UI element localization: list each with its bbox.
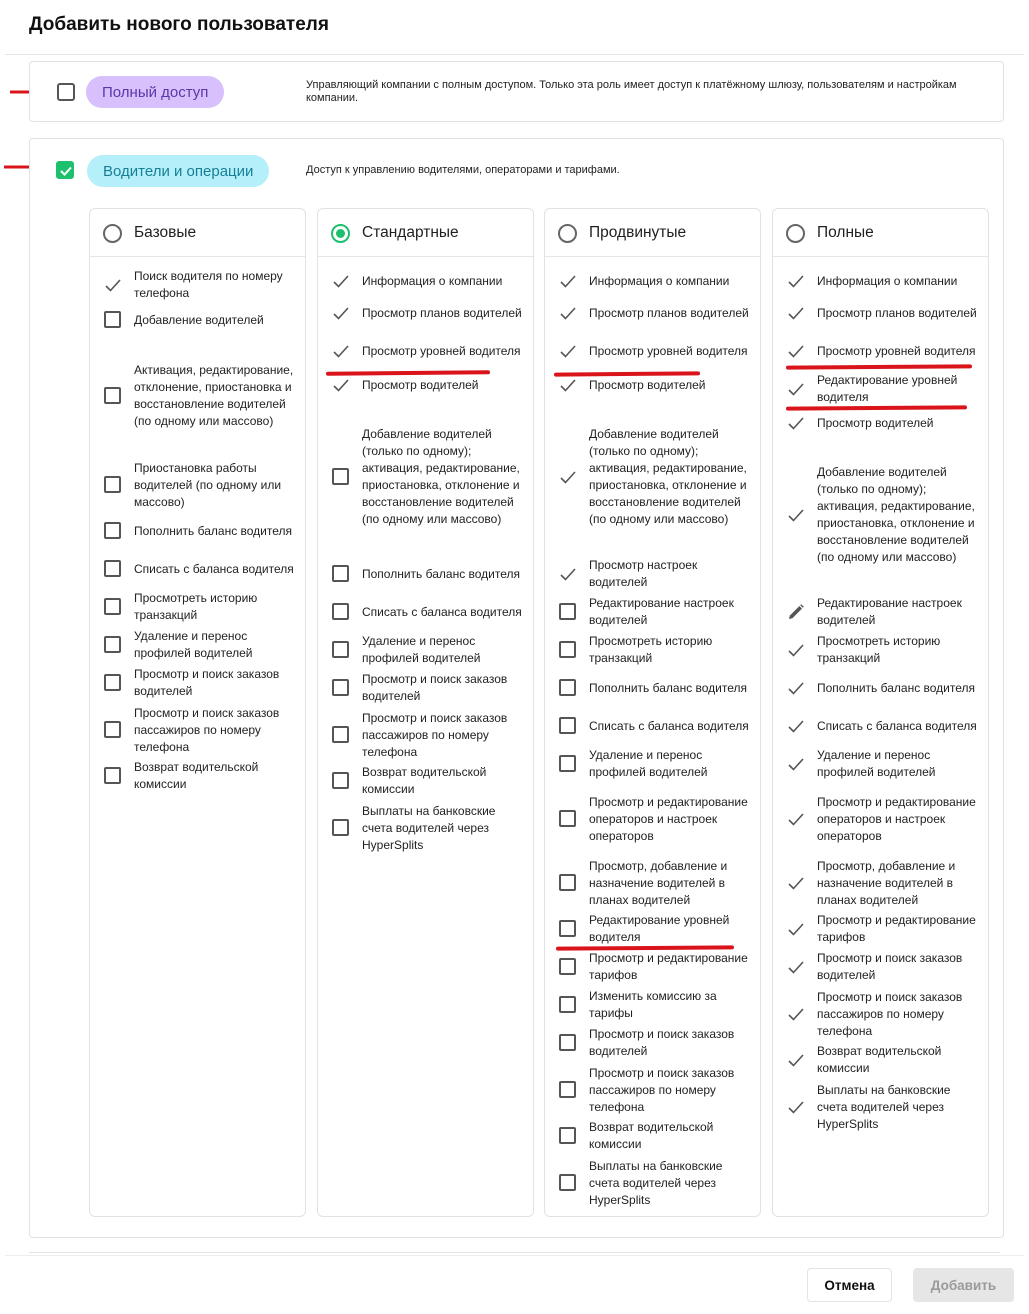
permission-check-mark <box>787 1098 805 1116</box>
cancel-button[interactable]: Отмена <box>807 1268 892 1302</box>
permission-label: Списать с баланса водителя <box>362 604 522 619</box>
checkmark-icon <box>559 304 577 322</box>
permission-item <box>787 1082 984 1133</box>
permission-check-mark <box>787 506 805 524</box>
permission-label: Просмотр и поиск заказов водителей <box>362 672 508 703</box>
permission-check-mark <box>559 376 577 394</box>
checkmark-icon <box>787 641 805 659</box>
permission-label: Добавление водителей (только по одному); активация, редактирование, приостановка, отклонение и восстановление водителей (по одному или массово) <box>589 427 747 526</box>
checkmark-icon <box>787 506 805 524</box>
content-divider <box>29 1252 1000 1253</box>
checkbox-icon[interactable] <box>559 1174 576 1191</box>
permission-check-mark <box>332 272 350 290</box>
checkmark-icon <box>787 414 805 432</box>
permission-item <box>559 426 756 528</box>
permission-item[interactable] <box>104 522 301 540</box>
checkmark-icon <box>787 874 805 892</box>
permission-item[interactable] <box>559 912 756 946</box>
checkbox-icon[interactable] <box>559 641 576 658</box>
permission-label: Редактирование настроек водителей <box>817 596 962 627</box>
checkmark-icon <box>559 565 577 583</box>
permission-item[interactable] <box>559 1119 756 1153</box>
permission-item[interactable] <box>332 565 529 583</box>
permission-item[interactable] <box>332 603 529 621</box>
permission-label: Просмотр и поиск заказов пассажиров по номеру телефона <box>589 1065 735 1114</box>
permission-item[interactable] <box>559 1026 756 1060</box>
radio-full[interactable] <box>786 224 805 243</box>
permission-checkbox[interactable] <box>104 560 122 578</box>
checkmark-icon <box>787 810 805 828</box>
permission-checkbox[interactable] <box>559 1127 577 1145</box>
permission-item[interactable] <box>104 759 301 793</box>
permission-item[interactable] <box>104 705 301 756</box>
permission-item[interactable] <box>559 950 756 984</box>
checkmark-icon <box>787 1098 805 1116</box>
permission-label: Просмотреть историю транзакций <box>134 591 258 622</box>
checkbox-icon[interactable] <box>559 603 576 620</box>
checkmark-icon <box>787 717 805 735</box>
checkbox-icon[interactable] <box>559 1034 576 1051</box>
permission-checkbox[interactable] <box>332 726 350 744</box>
checkmark-icon <box>59 164 73 178</box>
permission-checkbox[interactable] <box>104 767 122 785</box>
permission-checkbox[interactable] <box>559 958 577 976</box>
permission-item <box>787 464 984 566</box>
permission-label: Выплаты на банковские счета водителей через HyperSplits <box>589 1158 723 1207</box>
permission-checkbox[interactable] <box>332 565 350 583</box>
permission-label: Просмотр и редактирование операторов и настроек операторов <box>589 794 748 843</box>
radio-basic[interactable] <box>103 224 122 243</box>
permission-label: Выплаты на банковские счета водителей через HyperSplits <box>817 1082 951 1131</box>
permission-check-mark <box>787 755 805 773</box>
permission-check-mark <box>559 342 577 360</box>
permission-label: Просмотр и поиск заказов пассажиров по номеру телефона <box>134 705 280 754</box>
permission-item[interactable] <box>104 590 301 624</box>
permission-label: Просмотреть историю транзакций <box>817 634 941 665</box>
permission-item[interactable] <box>559 679 756 697</box>
checkbox-icon[interactable] <box>104 674 121 691</box>
checkmark-icon <box>559 468 577 486</box>
permission-label: Добавление водителей (только по одному); активация, редактирование, приостановка, отклонение и восстановление водителей (по одному или массово) <box>362 427 520 526</box>
permission-check-mark <box>787 641 805 659</box>
checkbox-icon[interactable] <box>332 679 349 696</box>
checkbox-icon[interactable] <box>104 387 121 404</box>
checkbox-icon[interactable] <box>559 755 576 772</box>
permission-item[interactable] <box>332 633 529 667</box>
checkbox-icon[interactable] <box>559 874 576 891</box>
permission-checkbox[interactable] <box>104 598 122 616</box>
dialog-title: Добавить нового пользователя <box>29 14 329 35</box>
permission-label: Просмотр и поиск заказов пассажиров по номеру телефона <box>817 989 963 1038</box>
permission-label: Информация о компании <box>589 273 730 288</box>
checkmark-icon <box>787 272 805 290</box>
permission-checkbox[interactable] <box>104 674 122 692</box>
permission-item <box>787 304 984 322</box>
permission-item <box>559 304 756 322</box>
permission-check-mark <box>787 920 805 938</box>
permission-item[interactable] <box>559 633 756 667</box>
role-pill-drivers-operations: Водители и операции <box>87 155 269 187</box>
role-card-full-access <box>29 61 1004 122</box>
permission-label: Активация, редактирование, отклонение, приостановка и восстановление водителей (по одному или массово) <box>134 363 294 428</box>
permission-checkbox[interactable] <box>332 679 350 697</box>
checkmark-icon <box>787 958 805 976</box>
column-title: Базовые <box>134 224 197 241</box>
permission-item <box>787 679 984 697</box>
permission-label: Просмотр водителей <box>589 377 706 392</box>
permission-label: Списать с баланса водителя <box>134 561 294 576</box>
permission-check-mark <box>787 679 805 697</box>
permission-item[interactable] <box>559 988 756 1022</box>
permission-check-mark <box>332 376 350 394</box>
permission-label: Просмотр и редактирование операторов и настроек операторов <box>817 794 976 843</box>
permission-label: Возврат водительской комиссии <box>817 1044 942 1075</box>
permission-check-mark <box>787 1051 805 1069</box>
footer-divider <box>5 1255 1024 1256</box>
permission-item <box>104 268 301 302</box>
checkbox-icon[interactable] <box>559 1081 576 1098</box>
checkbox-icon[interactable] <box>332 726 349 743</box>
permission-label: Просмотр планов водителей <box>362 305 522 320</box>
permission-item[interactable] <box>559 1158 756 1209</box>
permission-checkbox[interactable] <box>332 772 350 790</box>
permission-item <box>332 272 529 290</box>
checkbox-icon[interactable] <box>104 721 121 738</box>
permission-item[interactable] <box>559 794 756 845</box>
checkbox-icon[interactable] <box>332 565 349 582</box>
checkmark-icon <box>787 342 805 360</box>
permission-checkbox[interactable] <box>559 1034 577 1052</box>
permission-label: Удаление и перенос профилей водителей <box>817 748 936 779</box>
permission-check-mark <box>559 565 577 583</box>
permission-item[interactable] <box>104 311 301 329</box>
permission-check-mark <box>787 272 805 290</box>
permission-item <box>787 950 984 984</box>
permission-checkbox[interactable] <box>559 603 577 621</box>
permission-label: Просмотр, добавление и назначение водителей в планах водителей <box>817 858 956 907</box>
permission-label: Редактирование уровней водителя <box>817 373 958 404</box>
permission-item <box>559 376 756 394</box>
role-checkbox-drivers-operations[interactable] <box>56 161 74 179</box>
permission-label: Списать с баланса водителя <box>817 718 977 733</box>
permission-label: Просмотр водителей <box>362 377 479 392</box>
permission-item[interactable] <box>559 717 756 735</box>
permission-checkbox[interactable] <box>559 920 577 938</box>
checkmark-icon <box>332 376 350 394</box>
column-title: Полные <box>817 224 874 241</box>
permission-label: Просмотр и поиск заказов водителей <box>589 1027 735 1058</box>
permission-item <box>787 858 984 909</box>
permission-check-mark <box>787 874 805 892</box>
permission-edit-mark <box>787 603 805 621</box>
permission-item[interactable] <box>559 858 756 909</box>
permission-item[interactable] <box>104 362 301 430</box>
add-button[interactable]: Добавить <box>913 1268 1014 1302</box>
permission-checkbox[interactable] <box>559 641 577 659</box>
permission-label: Просмотр настроек водителей <box>589 558 698 589</box>
role-description: Доступ к управлению водителями, операторами и тарифами. <box>306 164 620 176</box>
permission-item[interactable] <box>104 460 301 511</box>
permission-check-mark <box>559 304 577 322</box>
permission-label: Пополнить баланс водителя <box>589 680 748 695</box>
permission-checkbox[interactable] <box>559 1174 577 1192</box>
permission-label: Добавление водителей <box>134 312 264 327</box>
permission-label: Просмотр и редактирование тарифов <box>817 913 976 944</box>
radio-advanced[interactable] <box>558 224 577 243</box>
permission-check-mark <box>787 717 805 735</box>
permission-column-advanced <box>544 208 761 1217</box>
permission-item <box>787 1043 984 1077</box>
permission-checkbox[interactable] <box>559 1081 577 1099</box>
permission-label: Удаление и перенос профилей водителей <box>589 748 708 779</box>
permission-label: Просмотр планов водителей <box>589 305 749 320</box>
permission-checkbox[interactable] <box>332 603 350 621</box>
permission-checkbox[interactable] <box>104 636 122 654</box>
checkbox-icon[interactable] <box>104 767 121 784</box>
permission-label: Пополнить баланс водителя <box>362 566 521 581</box>
permission-label: Просмотр и поиск заказов водителей <box>817 951 963 982</box>
permission-check-mark <box>332 342 350 360</box>
permission-check-mark <box>787 414 805 432</box>
permission-item[interactable] <box>559 595 756 629</box>
permission-label: Просмотр и редактирование тарифов <box>589 951 748 982</box>
permission-item <box>559 272 756 290</box>
role-pill-full-access: Полный доступ <box>86 76 224 108</box>
checkbox-icon[interactable] <box>559 717 576 734</box>
permission-checkbox[interactable] <box>559 717 577 735</box>
permission-label: Удаление и перенос профилей водителей <box>362 634 481 665</box>
permission-item <box>787 272 984 290</box>
checkmark-icon <box>332 272 350 290</box>
column-header[interactable] <box>773 209 988 257</box>
checkbox-icon[interactable] <box>104 476 121 493</box>
checkmark-icon <box>787 380 805 398</box>
permission-label: Приостановка работы водителей (по одному или массово) <box>134 460 282 509</box>
checkbox-icon[interactable] <box>104 636 121 653</box>
column-header[interactable] <box>90 209 305 257</box>
pencil-icon <box>787 603 805 621</box>
permission-check-mark <box>104 276 122 294</box>
checkmark-icon <box>787 1005 805 1023</box>
checkbox-icon[interactable] <box>559 1127 576 1144</box>
permission-checkbox[interactable] <box>332 819 350 837</box>
permission-item[interactable] <box>559 747 756 781</box>
permission-label: Просмотр планов водителей <box>817 305 977 320</box>
permission-checkbox[interactable] <box>104 387 122 405</box>
permission-label: Выплаты на банковские счета водителей через HyperSplits <box>362 803 496 852</box>
permission-item <box>787 372 984 406</box>
permission-check-mark <box>787 304 805 322</box>
permission-check-mark <box>787 1005 805 1023</box>
checkbox-icon[interactable] <box>332 603 349 620</box>
title-divider <box>5 54 1024 55</box>
permission-item <box>787 794 984 845</box>
permission-item <box>559 342 756 360</box>
permission-checkbox[interactable] <box>559 874 577 892</box>
permission-item <box>332 342 529 360</box>
role-description: Управляющий компании с полным доступом. Только эта роль имеет доступ к платёжному шлюзу, пользователям и настройкам компании. <box>306 79 957 104</box>
permission-check-mark <box>332 304 350 322</box>
permission-check-mark <box>787 810 805 828</box>
permission-label: Просмотр, добавление и назначение водителей в планах водителей <box>589 858 728 907</box>
permission-column-standard <box>317 208 534 1217</box>
permission-checkbox[interactable] <box>559 755 577 773</box>
permission-label: Просмотреть историю транзакций <box>589 634 713 665</box>
permission-item[interactable] <box>332 710 529 761</box>
permission-label: Изменить комиссию за тарифы <box>589 989 717 1020</box>
checkbox-icon[interactable] <box>559 996 576 1013</box>
permission-label: Возврат водительской комиссии <box>134 760 259 791</box>
permission-checkbox[interactable] <box>104 476 122 494</box>
permission-column-full <box>772 208 989 1217</box>
permission-check-mark <box>559 272 577 290</box>
permission-item <box>559 557 756 591</box>
permission-item[interactable] <box>104 560 301 578</box>
checkmark-icon <box>787 679 805 697</box>
checkbox-icon[interactable] <box>104 522 121 539</box>
permission-item <box>787 633 984 667</box>
permission-checkbox[interactable] <box>332 468 350 486</box>
permission-item <box>787 342 984 360</box>
permission-check-mark <box>787 380 805 398</box>
permission-label: Редактирование настроек водителей <box>589 596 734 627</box>
checkbox-icon[interactable] <box>332 468 349 485</box>
checkbox-icon[interactable] <box>104 560 121 577</box>
permission-item[interactable] <box>104 628 301 662</box>
permission-item <box>787 989 984 1040</box>
checkmark-icon <box>332 304 350 322</box>
checkbox-icon[interactable] <box>104 598 121 615</box>
checkmark-icon <box>787 304 805 322</box>
checkmark-icon <box>787 1051 805 1069</box>
permission-item[interactable] <box>332 803 529 854</box>
permission-checkbox[interactable] <box>104 721 122 739</box>
checkbox-icon[interactable] <box>559 920 576 937</box>
checkmark-icon <box>104 276 122 294</box>
role-checkbox-full-access[interactable] <box>57 83 75 101</box>
permission-item <box>787 595 984 629</box>
permission-item <box>332 304 529 322</box>
permission-item[interactable] <box>559 1065 756 1116</box>
permission-label: Добавление водителей (только по одному); активация, редактирование, приостановка, отклонение и восстановление водителей (по одному или массово) <box>817 465 975 564</box>
permission-label: Редактирование уровней водителя <box>589 913 730 944</box>
permission-item <box>332 376 529 394</box>
checkmark-icon <box>559 376 577 394</box>
permission-label: Возврат водительской комиссии <box>589 1120 714 1151</box>
permission-label: Пополнить баланс водителя <box>817 680 976 695</box>
checkbox-icon[interactable] <box>332 819 349 836</box>
permission-label: Информация о компании <box>817 273 958 288</box>
permission-check-mark <box>559 468 577 486</box>
permission-label: Просмотр и поиск заказов водителей <box>134 667 280 698</box>
permission-item <box>787 912 984 946</box>
checkbox-icon[interactable] <box>559 810 576 827</box>
permission-label: Просмотр водителей <box>817 415 934 430</box>
checkbox-icon[interactable] <box>332 772 349 789</box>
permission-item <box>787 747 984 781</box>
permission-label: Информация о компании <box>362 273 503 288</box>
permission-item[interactable] <box>332 764 529 798</box>
permission-label: Просмотр уровней водителя <box>589 343 748 358</box>
permission-label: Просмотр уровней водителя <box>817 343 976 358</box>
permission-column-basic <box>89 208 306 1217</box>
permission-checkbox[interactable] <box>559 996 577 1014</box>
permission-item[interactable] <box>332 426 529 528</box>
permission-check-mark <box>787 342 805 360</box>
column-title: Продвинутые <box>589 224 687 241</box>
checkbox-icon[interactable] <box>332 641 349 658</box>
permission-checkbox[interactable] <box>559 810 577 828</box>
column-title: Стандартные <box>362 224 459 241</box>
permission-checkbox[interactable] <box>332 641 350 659</box>
permission-item <box>787 414 984 432</box>
checkmark-icon <box>787 755 805 773</box>
permission-label: Поиск водителя по номеру телефона <box>134 269 283 300</box>
permission-item <box>787 717 984 735</box>
permission-checkbox[interactable] <box>104 522 122 540</box>
permission-label: Списать с баланса водителя <box>589 718 749 733</box>
checkbox-icon[interactable] <box>559 958 576 975</box>
permission-item[interactable] <box>104 666 301 700</box>
column-header[interactable] <box>318 209 533 257</box>
permission-label: Просмотр и поиск заказов пассажиров по номеру телефона <box>362 710 508 759</box>
checkmark-icon <box>559 272 577 290</box>
permission-label: Возврат водительской комиссии <box>362 765 487 796</box>
permission-label: Удаление и перенос профилей водителей <box>134 629 253 660</box>
permission-check-mark <box>787 958 805 976</box>
column-header[interactable] <box>545 209 760 257</box>
checkbox-icon[interactable] <box>104 311 121 328</box>
permission-checkbox[interactable] <box>104 311 122 329</box>
permission-label: Просмотр уровней водителя <box>362 343 521 358</box>
radio-standard[interactable] <box>331 224 350 243</box>
checkmark-icon <box>332 342 350 360</box>
checkbox-icon[interactable] <box>559 679 576 696</box>
permission-label: Пополнить баланс водителя <box>134 523 293 538</box>
permission-checkbox[interactable] <box>559 679 577 697</box>
checkmark-icon <box>787 920 805 938</box>
checkmark-icon <box>559 342 577 360</box>
permission-item[interactable] <box>332 671 529 705</box>
